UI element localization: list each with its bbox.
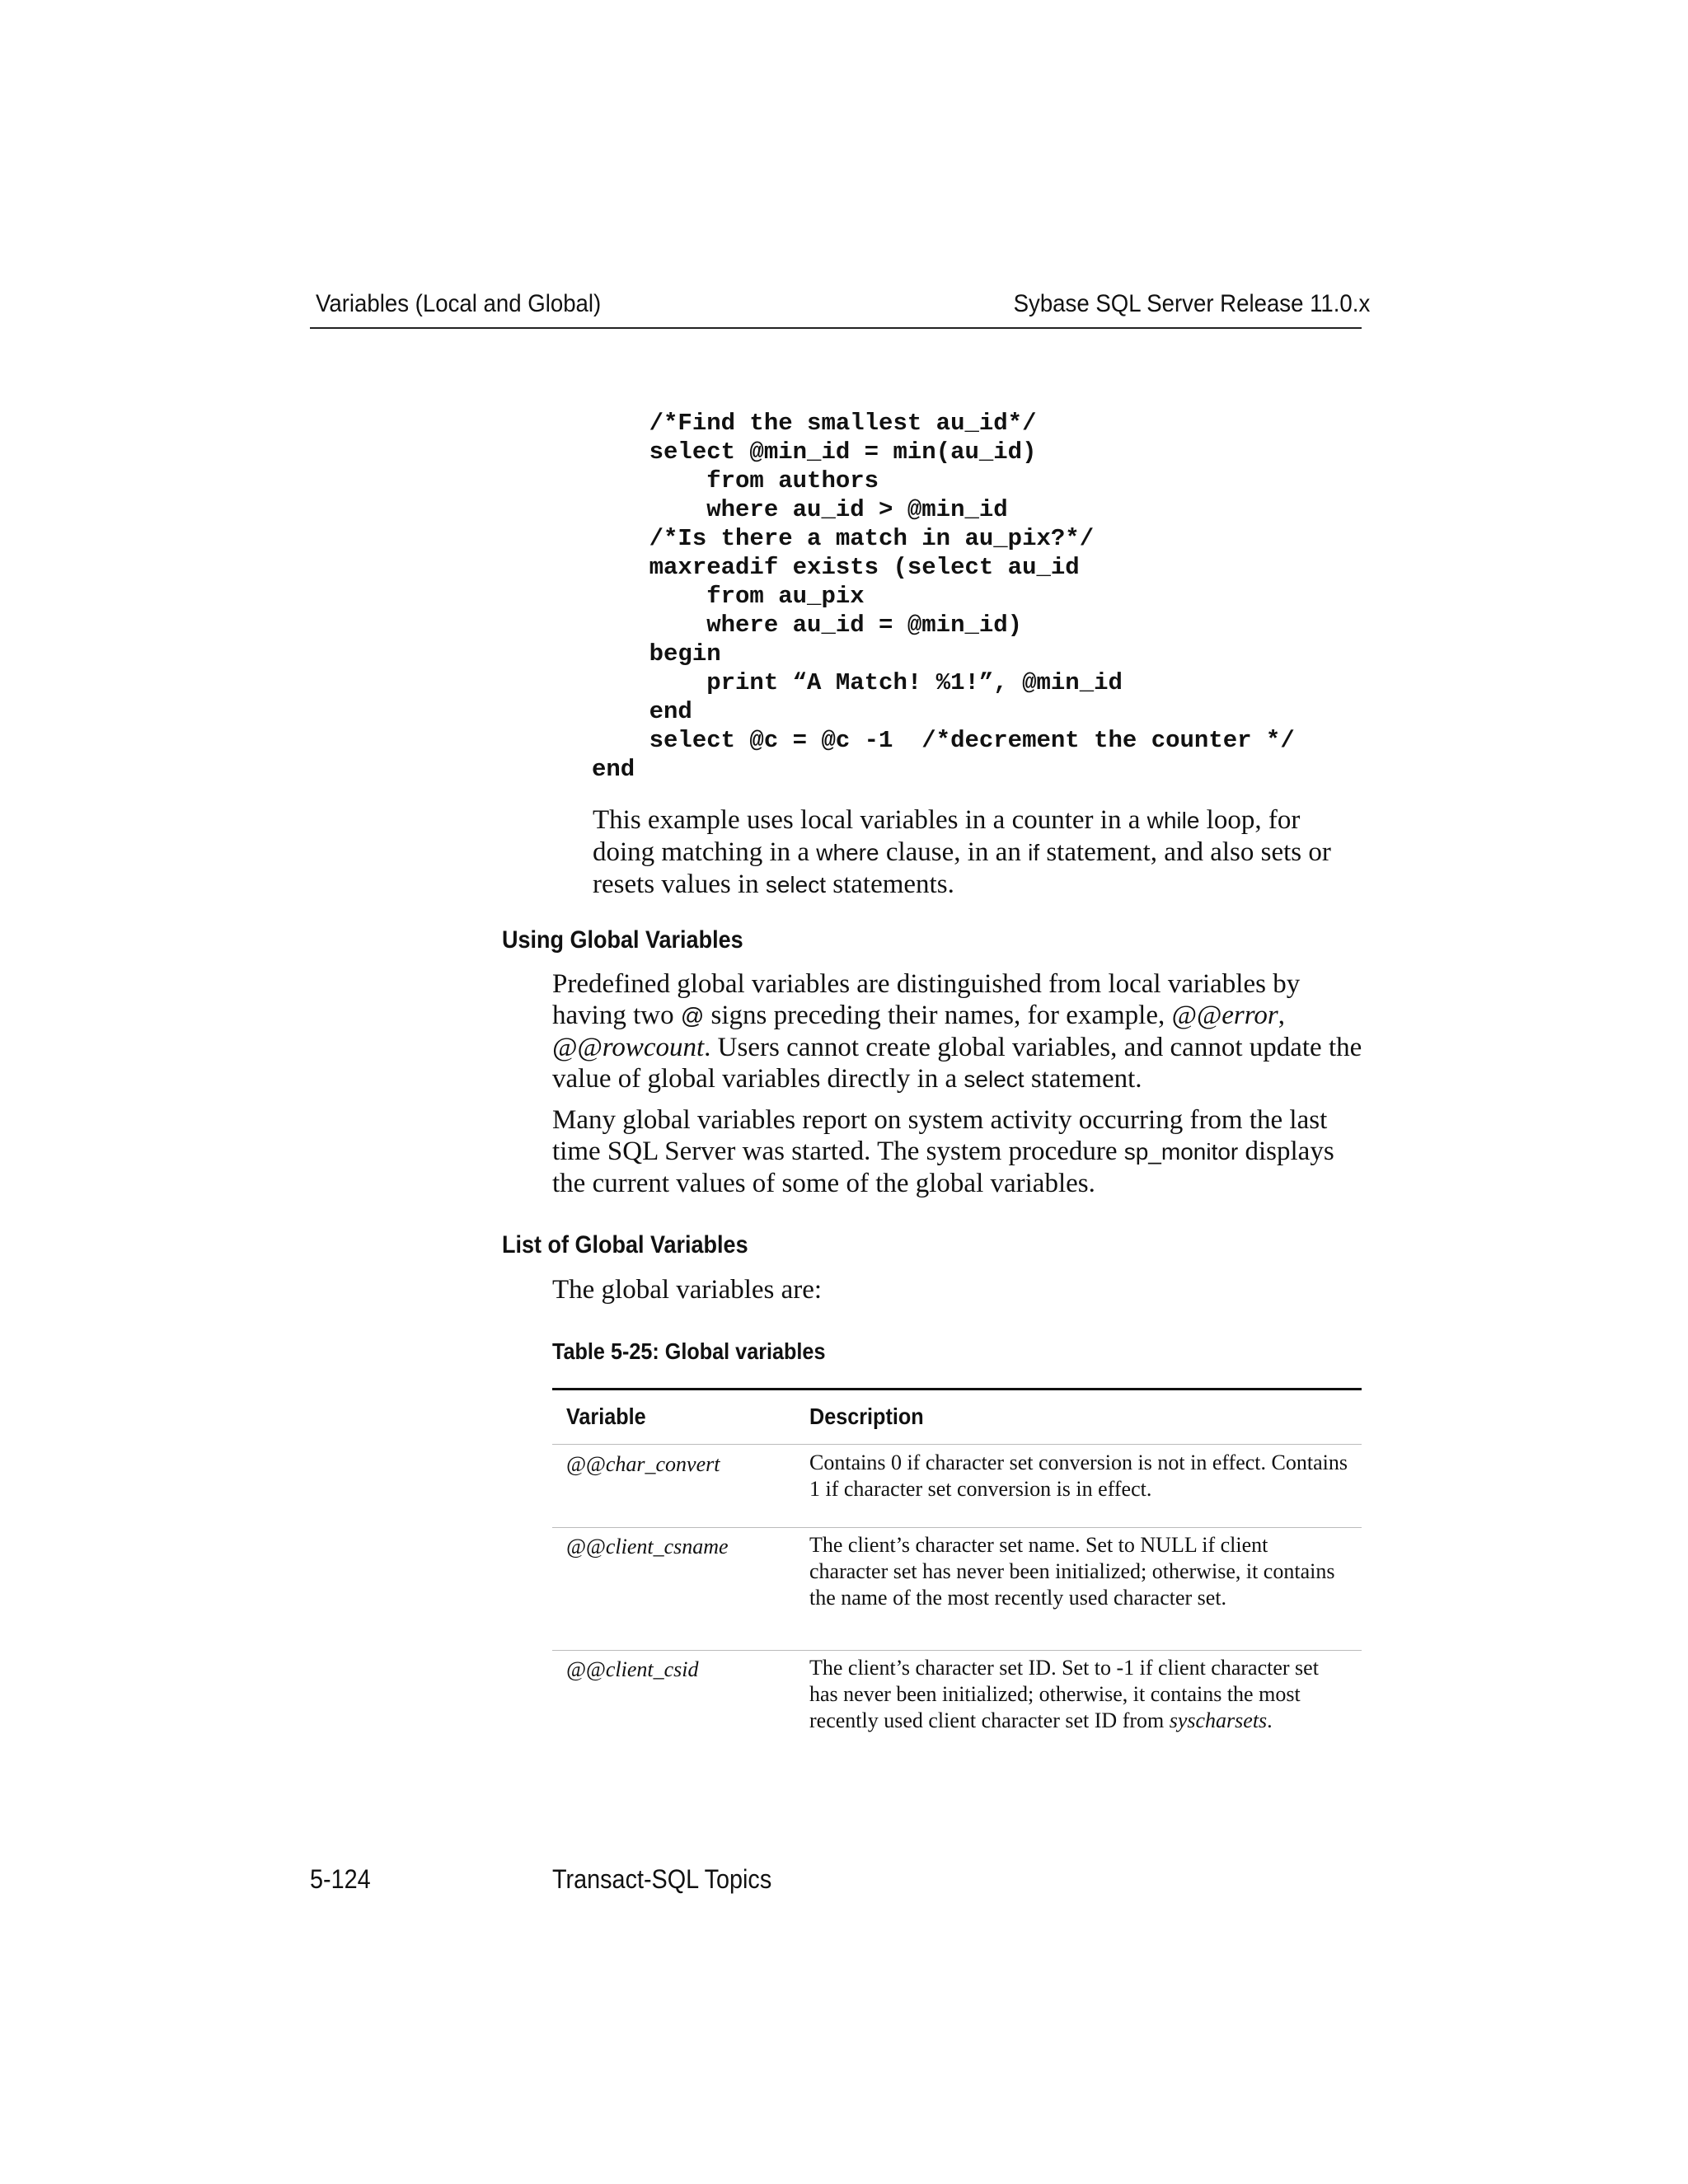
keyword-while: while: [1146, 808, 1200, 833]
code-line: end: [592, 756, 635, 783]
table-header-variable: Variable: [566, 1404, 646, 1429]
global-variables-paragraph-2: Many global variables report on system activity occurring from the last time SQL Server was started. The system procedure sp_monitor displays the current values of some of the global variables.: [552, 1105, 1334, 1198]
table-row-2-description: The client’s character set name. Set to NULL if client character set has never been initialized; otherwise, it contains the name of the most recently used character set.: [809, 1533, 1335, 1610]
code-line: /*Find the smallest au_id*/: [592, 410, 1037, 437]
code-line: where au_id > @min_id: [592, 496, 1008, 523]
table-top-rule: [552, 1388, 1362, 1390]
running-header-left: Variables (Local and Global): [316, 290, 602, 317]
section-heading-using-global-variables: Using Global Variables: [502, 926, 743, 954]
code-line: from authors: [592, 467, 879, 494]
header-rule: [310, 327, 1362, 329]
code-line: select @c = @c -1 /*decrement the counter */: [592, 727, 1295, 754]
variable-rowcount: @@rowcount: [552, 1033, 705, 1062]
code-line: where au_id = @min_id): [592, 612, 1023, 639]
code-line: /*Is there a match in au_pix?*/: [592, 525, 1095, 552]
table-row-separator: [552, 1650, 1362, 1651]
table-syscharsets: syscharsets: [1169, 1708, 1268, 1732]
keyword-where: where: [816, 840, 879, 865]
keyword-select: select: [765, 872, 827, 898]
table-row-separator: [552, 1527, 1362, 1528]
section-heading-list-of-global-variables: List of Global Variables: [502, 1231, 748, 1258]
list-intro: The global variables are:: [552, 1275, 823, 1305]
table-row-1-description: Contains 0 if character set conversion is not in effect. Contains 1 if character set conversion is in effect.: [809, 1451, 1348, 1501]
procedure-sp-monitor: sp_monitor: [1123, 1139, 1239, 1165]
table-row-3-variable: @@client_csid: [566, 1657, 699, 1681]
global-variables-paragraph-1: Predefined global variables are distinguished from local variables by having two @ signs preceding their names, for example, @@error, @@rowcount. Users cannot create global variables, and cannot update the value of global variables directly in a select statement.: [552, 969, 1362, 1094]
table-row-2-variable: @@client_csname: [566, 1535, 729, 1558]
footer-title: Transact-SQL Topics: [552, 1864, 772, 1894]
variable-error: @@error: [1171, 1001, 1278, 1030]
running-header-right: Sybase SQL Server Release 11.0.x: [1013, 290, 1370, 317]
code-line: print “A Match! %1!”, @min_id: [592, 669, 1123, 696]
code-line: from au_pix: [592, 583, 865, 610]
table-row-3-description: The client’s character set ID. Set to -1 if client character set has never been initialized; otherwise, it contains the most recently used client character set ID from syscharsets.: [809, 1656, 1319, 1732]
table-row-1-variable: @@char_convert: [566, 1452, 720, 1476]
code-line: begin: [592, 640, 721, 668]
table-header-description: Description: [809, 1404, 924, 1429]
code-line: maxreadif exists (select au_id: [592, 554, 1080, 581]
page-number: 5-124: [310, 1864, 371, 1894]
table-header-separator: [552, 1444, 1362, 1445]
keyword-select: select: [964, 1066, 1025, 1092]
example-paragraph: This example uses local variables in a counter in a while loop, for doing matching in a where clause, in an if statement, and also sets or resets values in select statements.: [593, 805, 1331, 899]
code-line: select @min_id = min(au_id): [592, 438, 1037, 466]
table-caption: Table 5-25: Global variables: [552, 1338, 826, 1364]
code-line: end: [592, 698, 692, 725]
keyword-if: if: [1028, 840, 1040, 865]
